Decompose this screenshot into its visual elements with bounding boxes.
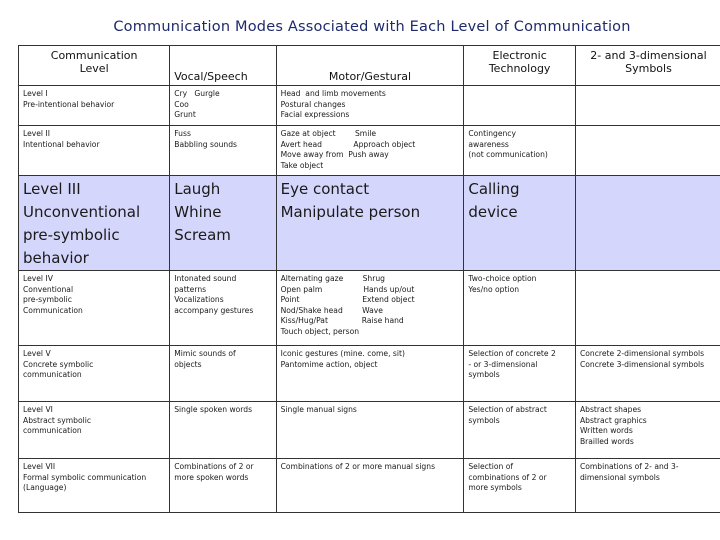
communication-modes-table xyxy=(18,45,720,513)
table-row xyxy=(19,402,720,459)
cell-motor: Head and limb movements Postural changes Facial expressions xyxy=(276,86,464,126)
cell-level: Level III Unconventional pre-symbolic behavior xyxy=(19,176,170,271)
cell-symbols xyxy=(575,126,720,176)
header-electronic-technology: Electronic Technology xyxy=(464,46,576,86)
cell-electronic: Selection of concrete 2 - or 3-dimensional symbols xyxy=(464,346,576,402)
cell-level: Level IV Conventional pre-symbolic Communication xyxy=(19,271,170,346)
header-communication-level: Communication Level xyxy=(19,46,170,86)
page-title: Communication Modes Associated with Each Level of Communication xyxy=(113,19,631,35)
cell-electronic xyxy=(464,86,576,126)
cell-vocal: Laugh Whine Scream xyxy=(170,176,276,271)
table-row xyxy=(19,86,720,126)
cell-vocal: Combinations of 2 or more spoken words xyxy=(170,459,276,513)
cell-motor: Eye contact Manipulate person xyxy=(276,176,464,271)
cell-electronic: Contingency awareness (not communication) xyxy=(464,126,576,176)
cell-motor: Gaze at object Smile Avert head Approach object Move away from Push away Take object xyxy=(276,126,464,176)
cell-vocal: Intonated sound patterns Vocalizations accompany gestures xyxy=(170,271,276,346)
cell-level: Level V Concrete symbolic communication xyxy=(19,346,170,402)
cell-motor: Iconic gestures (mine. come, sit) Pantomime action, object xyxy=(276,346,464,402)
cell-electronic: Calling device xyxy=(464,176,576,271)
header-vocal-speech: Vocal/Speech xyxy=(170,46,276,86)
header-motor-gestural: Motor/Gestural xyxy=(276,46,464,86)
cell-level: Level II Intentional behavior xyxy=(19,126,170,176)
cell-symbols: Abstract shapes Abstract graphics Written words Brailled words xyxy=(575,402,720,459)
cell-motor: Combinations of 2 or more manual signs xyxy=(276,459,464,513)
cell-vocal: Cry Gurgle Coo Grunt xyxy=(170,86,276,126)
cell-level: Level VII Formal symbolic communication (Language) xyxy=(19,459,170,513)
table-row xyxy=(19,126,720,176)
table-row xyxy=(19,459,720,513)
header-row xyxy=(19,46,720,86)
cell-symbols: Concrete 2-dimensional symbols Concrete 3-dimensional symbols xyxy=(575,346,720,402)
table-row xyxy=(19,346,720,402)
cell-electronic: Two-choice option Yes/no option xyxy=(464,271,576,346)
cell-vocal: Fuss Babbling sounds xyxy=(170,126,276,176)
cell-motor: Single manual signs xyxy=(276,402,464,459)
cell-level: Level I Pre-intentional behavior xyxy=(19,86,170,126)
cell-electronic: Selection of abstract symbols xyxy=(464,402,576,459)
table-row xyxy=(19,271,720,346)
header-symbols: 2- and 3-dimensional Symbols xyxy=(575,46,720,86)
table-row-highlighted xyxy=(19,176,720,271)
cell-vocal: Single spoken words xyxy=(170,402,276,459)
cell-vocal: Mimic sounds of objects xyxy=(170,346,276,402)
cell-symbols xyxy=(575,86,720,126)
cell-symbols xyxy=(575,271,720,346)
cell-symbols xyxy=(575,176,720,271)
cell-symbols: Combinations of 2- and 3- dimensional symbols xyxy=(575,459,720,513)
cell-motor: Alternating gaze Shrug Open palm Hands up/out Point Extend object Nod/Shake head Wave Kiss/Hug/Pat Raise hand Touch object, person xyxy=(276,271,464,346)
cell-level: Level VI Abstract symbolic communication xyxy=(19,402,170,459)
cell-electronic: Selection of combinations of 2 or more symbols xyxy=(464,459,576,513)
